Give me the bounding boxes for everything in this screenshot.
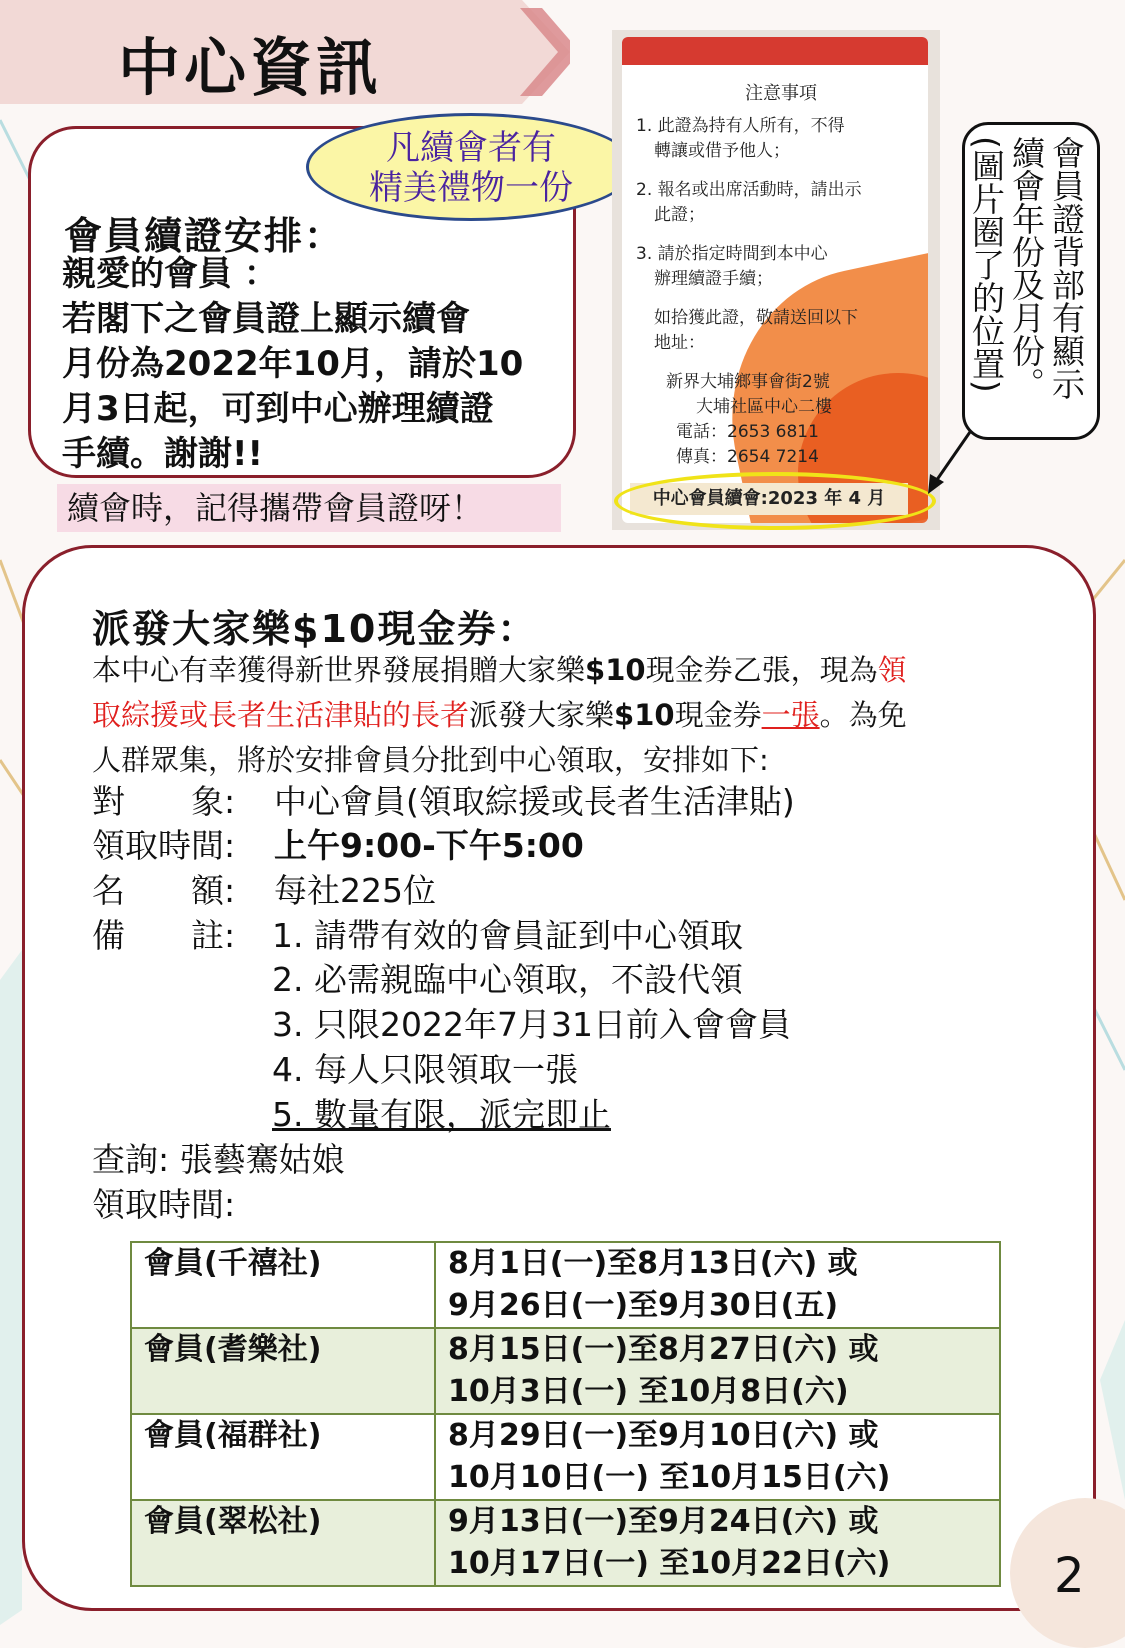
- remark-item: 5. 數量有限，派完即止: [272, 1095, 611, 1134]
- renewal-line: 親愛的會員 ：: [62, 254, 278, 294]
- gift-line: 精美禮物一份: [369, 168, 573, 208]
- schedule-table: [130, 1241, 1001, 1587]
- page-number: 2: [1054, 1548, 1085, 1604]
- group-cell: 會員(千禧社): [131, 1242, 435, 1328]
- quota-value: 每社225位: [274, 871, 436, 910]
- card-line: 電話：2653 6811: [676, 422, 819, 442]
- card-line: 辦理續證手續；: [654, 269, 773, 289]
- gift-line: 凡續會者有: [386, 128, 556, 168]
- intro-one-voucher: 一張: [761, 698, 820, 732]
- remark-item: 1. 請帶有效的會員証到中心領取: [272, 916, 743, 955]
- highlight-circle: [614, 472, 936, 530]
- time-row: [92, 824, 584, 868]
- time-label: 領取時間:: [92, 826, 236, 865]
- group-cell: 會員(翠松社): [131, 1500, 435, 1586]
- table-row: [131, 1242, 1000, 1328]
- card-line: 3. 請於指定時間到本中心: [636, 244, 828, 264]
- renewal-line: 若閣下之會員證上顯示續會: [62, 299, 470, 339]
- target-value: 中心會員(領取綜援或長者生活津貼): [274, 782, 795, 821]
- date-cell: 8月29日(一)至9月10日(六) 或 10月10日(一) 至10月15日(六): [435, 1414, 1000, 1500]
- card-line: 如拾獲此證，敬請送回以下: [654, 308, 858, 328]
- intro-highlight: 取綜援或長者生活津貼的長者: [92, 698, 470, 732]
- card-line: 轉讓或借予他人；: [654, 141, 790, 161]
- renewal-line: 月3日起，可到中心辦理續證: [62, 389, 494, 429]
- intro-text: 。為免: [819, 698, 907, 732]
- voucher-intro: [92, 648, 1037, 783]
- intro-text: 派發大家樂: [469, 698, 615, 732]
- table-row: [131, 1414, 1000, 1500]
- page-title: 中心資訊: [118, 31, 383, 104]
- renewal-line: 月份為2022年10月，請於10: [62, 344, 524, 384]
- date-cell: 8月15日(一)至8月27日(六) 或 10月3日(一) 至10月8日(六): [435, 1328, 1000, 1414]
- card-line: 大埔社區中心二樓: [696, 397, 832, 417]
- renewal-body: [62, 252, 562, 477]
- side-note-line: 續會年份及月份。: [1007, 136, 1046, 400]
- remark-item: 2. 必需親臨中心領取，不設代領: [272, 960, 743, 999]
- card-red-band: [622, 37, 928, 65]
- intro-text: 現金券乙張，現為: [645, 653, 878, 687]
- table-row: [131, 1328, 1000, 1414]
- quota-label: 名 額:: [92, 871, 236, 910]
- intro-amount: $10: [585, 653, 646, 687]
- intro-highlight: 領: [877, 653, 907, 687]
- intro-text: 現金券: [674, 698, 762, 732]
- intro-text: 人群眾集，將於安排會員分批到中心領取，安排如下:: [92, 743, 769, 777]
- date-cell: 9月13日(一)至9月24日(六) 或 10月17日(一) 至10月22日(六): [435, 1500, 1000, 1586]
- card-notes: [636, 81, 926, 470]
- target-row: [92, 780, 795, 824]
- date-cell: 8月1日(一)至8月13日(六) 或 9月26日(一)至9月30日(五): [435, 1242, 1000, 1328]
- renewal-reminder: 續會時，記得攜帶會員證呀！: [57, 484, 561, 532]
- enquiry-contact: 查詢: 張藝騫姑娘: [92, 1140, 345, 1179]
- time-value: 上午9:00-下午5:00: [274, 826, 584, 865]
- renewal-heading: 會員續證安排：: [64, 214, 345, 258]
- target-label: 對 象:: [92, 782, 236, 821]
- remark-item: 3. 只限2022年7月31日前入會會員: [272, 1005, 791, 1044]
- group-cell: 會員(耆樂社): [131, 1328, 435, 1414]
- pointer-arrow-icon: [920, 428, 980, 498]
- card-title: 注意事項: [745, 83, 817, 104]
- remark-item: 4. 每人只限領取一張: [272, 1050, 578, 1089]
- intro-text: 本中心有幸獲得新世界發展捐贈大家樂: [92, 653, 586, 687]
- card-line: 傳真：2654 7214: [676, 447, 819, 467]
- header-arrow: [480, 0, 570, 104]
- quota-row: [92, 869, 436, 913]
- card-line: 此證；: [654, 205, 705, 225]
- card-renewal-date: 中心會員續會:2023 年 4 月: [630, 483, 908, 515]
- group-cell: 會員(福群社): [131, 1414, 435, 1500]
- schedule-label: 領取時間:: [92, 1185, 236, 1224]
- intro-amount: $10: [614, 698, 675, 732]
- side-note-line: 會員證背部有顯示: [1047, 136, 1086, 400]
- side-note-line: (圖片圈了的位置): [967, 136, 1006, 393]
- card-line: 1. 此證為持有人所有，不得: [636, 116, 845, 136]
- voucher-heading: 派發大家樂$10現金券：: [92, 607, 538, 651]
- side-note-text: [966, 136, 1086, 436]
- table-row: [131, 1500, 1000, 1586]
- card-line: 地址：: [654, 333, 705, 353]
- remarks-label: 備 註:: [92, 916, 236, 955]
- card-line: 2. 報名或出席活動時，請出示: [636, 180, 862, 200]
- card-line: 新界大埔鄉事會街2號: [666, 372, 830, 392]
- gift-callout: [306, 113, 636, 221]
- membership-card-image: [622, 37, 928, 523]
- renewal-line: 手續。謝謝!!: [62, 434, 264, 474]
